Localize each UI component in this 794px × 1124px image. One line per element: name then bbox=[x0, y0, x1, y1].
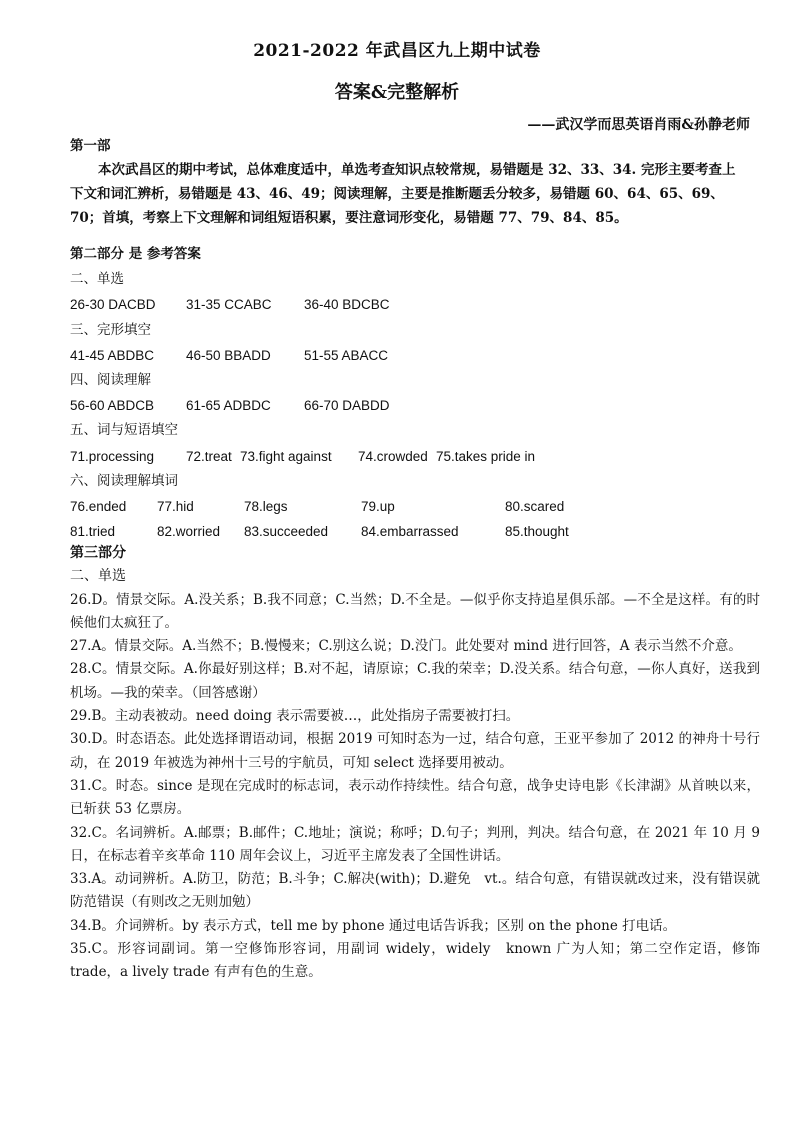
word-phrase-answers bbox=[70, 444, 760, 469]
document-title: 2021-2022 年武昌区九上期中试卷 bbox=[253, 41, 541, 61]
cloze-answers bbox=[70, 343, 760, 368]
intro-line-3: 70；首填，考察上下文理解和词组短语积累，要注意词形变化，易错题 77、79、84、85。 bbox=[70, 210, 628, 226]
reading-fill-answers-row-1 bbox=[70, 494, 760, 519]
reading-answers bbox=[70, 393, 760, 418]
answer-group: 36-40 BDCBC bbox=[304, 297, 390, 313]
intro-section bbox=[70, 134, 760, 230]
answer-item: 76.ended bbox=[70, 498, 127, 514]
answer-group: 61-65 ADBDC bbox=[186, 398, 271, 414]
answer-key-section bbox=[70, 242, 760, 544]
answer-item: 83.succeeded bbox=[244, 524, 329, 540]
answer-item: 80.scared bbox=[505, 498, 565, 514]
word-phrase-label: 五、词与短语填空 bbox=[70, 422, 178, 439]
answer-item: 75.takes pride in bbox=[436, 448, 536, 464]
explanation-item: 33.A。动词辨析。A.防卫，防范；B.斗争；C.解决(with)；D.避免 vt.。结合句意，有错误就改过来，没有错误就防范错误（有则改之无则加勉） bbox=[70, 871, 760, 911]
single-choice-label: 二、单选 bbox=[70, 271, 124, 288]
author-line: ——武汉学而思英语肖雨&孙静老师 bbox=[527, 117, 750, 133]
reading-fill-label: 六、阅读理解填词 bbox=[70, 472, 178, 489]
answer-item: 72.treat bbox=[186, 448, 232, 464]
intro-line-2: 下文和词汇辨析，易错题是 43、46、49；阅读理解，主要是推断题丢分较多，易错题 60、64、65、69、 bbox=[70, 186, 724, 202]
part2-heading: 第二部分 是 参考答案 bbox=[70, 246, 201, 262]
answer-item: 73.fight against bbox=[240, 448, 332, 464]
answer-group: 46-50 BBADD bbox=[186, 347, 271, 363]
answer-group: 41-45 ABDBC bbox=[70, 347, 155, 363]
explanation-item: 28.C。情景交际。A.你最好别这样；B.对不起，请原谅；C.我的荣幸；D.没关系。结合句意，—你人真好，送我到机场。—我的荣幸。（回答感谢） bbox=[70, 661, 760, 701]
intro-heading: 第一部 bbox=[70, 138, 111, 154]
explanation-item: 31.C。时态。since 是现在完成时的标志词，表示动作持续性。结合句意，战争史诗电影《长津湖》从首映以来，已斩获 53 亿票房。 bbox=[70, 777, 760, 818]
cloze-label: 三、完形填空 bbox=[70, 321, 151, 338]
single-choice-answers bbox=[70, 292, 760, 317]
explanation-item: 32.C。名词辨析。A.邮票；B.邮件；C.地址；演说；称呼；D.句子；判刑，判决。结合句意，在 2021 年 10 月 9 日，在标志着辛亥革命 110 周年会议上，习近平主席发表了全国性讲话。 bbox=[70, 824, 760, 864]
answer-item: 71.processing bbox=[70, 448, 155, 464]
reading-fill-answers-row-2 bbox=[70, 519, 760, 544]
explanation-item: 27.A。情景交际。A.当然不；B.慢慢来；C.别这么说；D.没门。此处要对 mind 进行回答，A 表示当然不介意。 bbox=[70, 638, 742, 655]
answer-group: 66-70 DABDD bbox=[304, 398, 390, 414]
explanation-item: 34.B。介词辨析。by 表示方式，tell me by phone 通过电话告诉我；区别 on the phone 打电话。 bbox=[70, 917, 677, 934]
answer-group: 31-35 CCABC bbox=[186, 297, 272, 313]
answer-item: 84.embarrassed bbox=[361, 524, 459, 540]
answer-item: 78.legs bbox=[244, 498, 288, 514]
intro-line-1: 本次武昌区的期中考试，总体难度适中，单选考查知识点较常规，易错题是 32、33、34. 完形主要考查上 bbox=[98, 162, 736, 178]
explanation-item: 30.D。时态语态。此处选择谓语动词，根据 2019 可知时态为一过，结合句意，王亚平参加了 2012 的神舟十号行动，在 2019 年被选为神州十三号的宇航员，可知 select 选择要用被动。 bbox=[70, 731, 760, 771]
answer-item: 81.tried bbox=[70, 524, 116, 540]
document-subtitle: 答案&完整解析 bbox=[334, 82, 460, 103]
part3-subheading: 二、单选 bbox=[70, 568, 126, 585]
answer-item: 77.hid bbox=[157, 498, 194, 514]
part3-heading: 第三部分 bbox=[70, 545, 126, 561]
answer-group: 26-30 DACBD bbox=[70, 297, 156, 313]
explanation-item: 26.D。情景交际。A.没关系；B.我不同意；C.当然；D.不全是。—似乎你支持追星俱乐部。—不全是这样。有的时候他们太疯狂了。 bbox=[70, 591, 760, 631]
explanation-item: 35.C。形容词副词。第一空修饰形容词，用副词 widely，widely known 广为人知；第二空作定语，修饰 trade，a lively trade 有声有色的生意。 bbox=[70, 941, 760, 981]
explanation-item: 29.B。主动表被动。need doing 表示需要被…，此处指房子需要被打扫。 bbox=[70, 708, 520, 725]
reading-label: 四、阅读理解 bbox=[70, 371, 151, 388]
answer-item: 82.worried bbox=[157, 524, 221, 540]
answer-item: 79.up bbox=[361, 498, 395, 514]
answer-group: 51-55 ABACC bbox=[304, 347, 389, 363]
answer-item: 74.crowded bbox=[358, 448, 428, 464]
answer-group: 56-60 ABDCB bbox=[70, 398, 155, 414]
explanation-section bbox=[70, 542, 760, 985]
answer-item: 85.thought bbox=[505, 524, 569, 540]
